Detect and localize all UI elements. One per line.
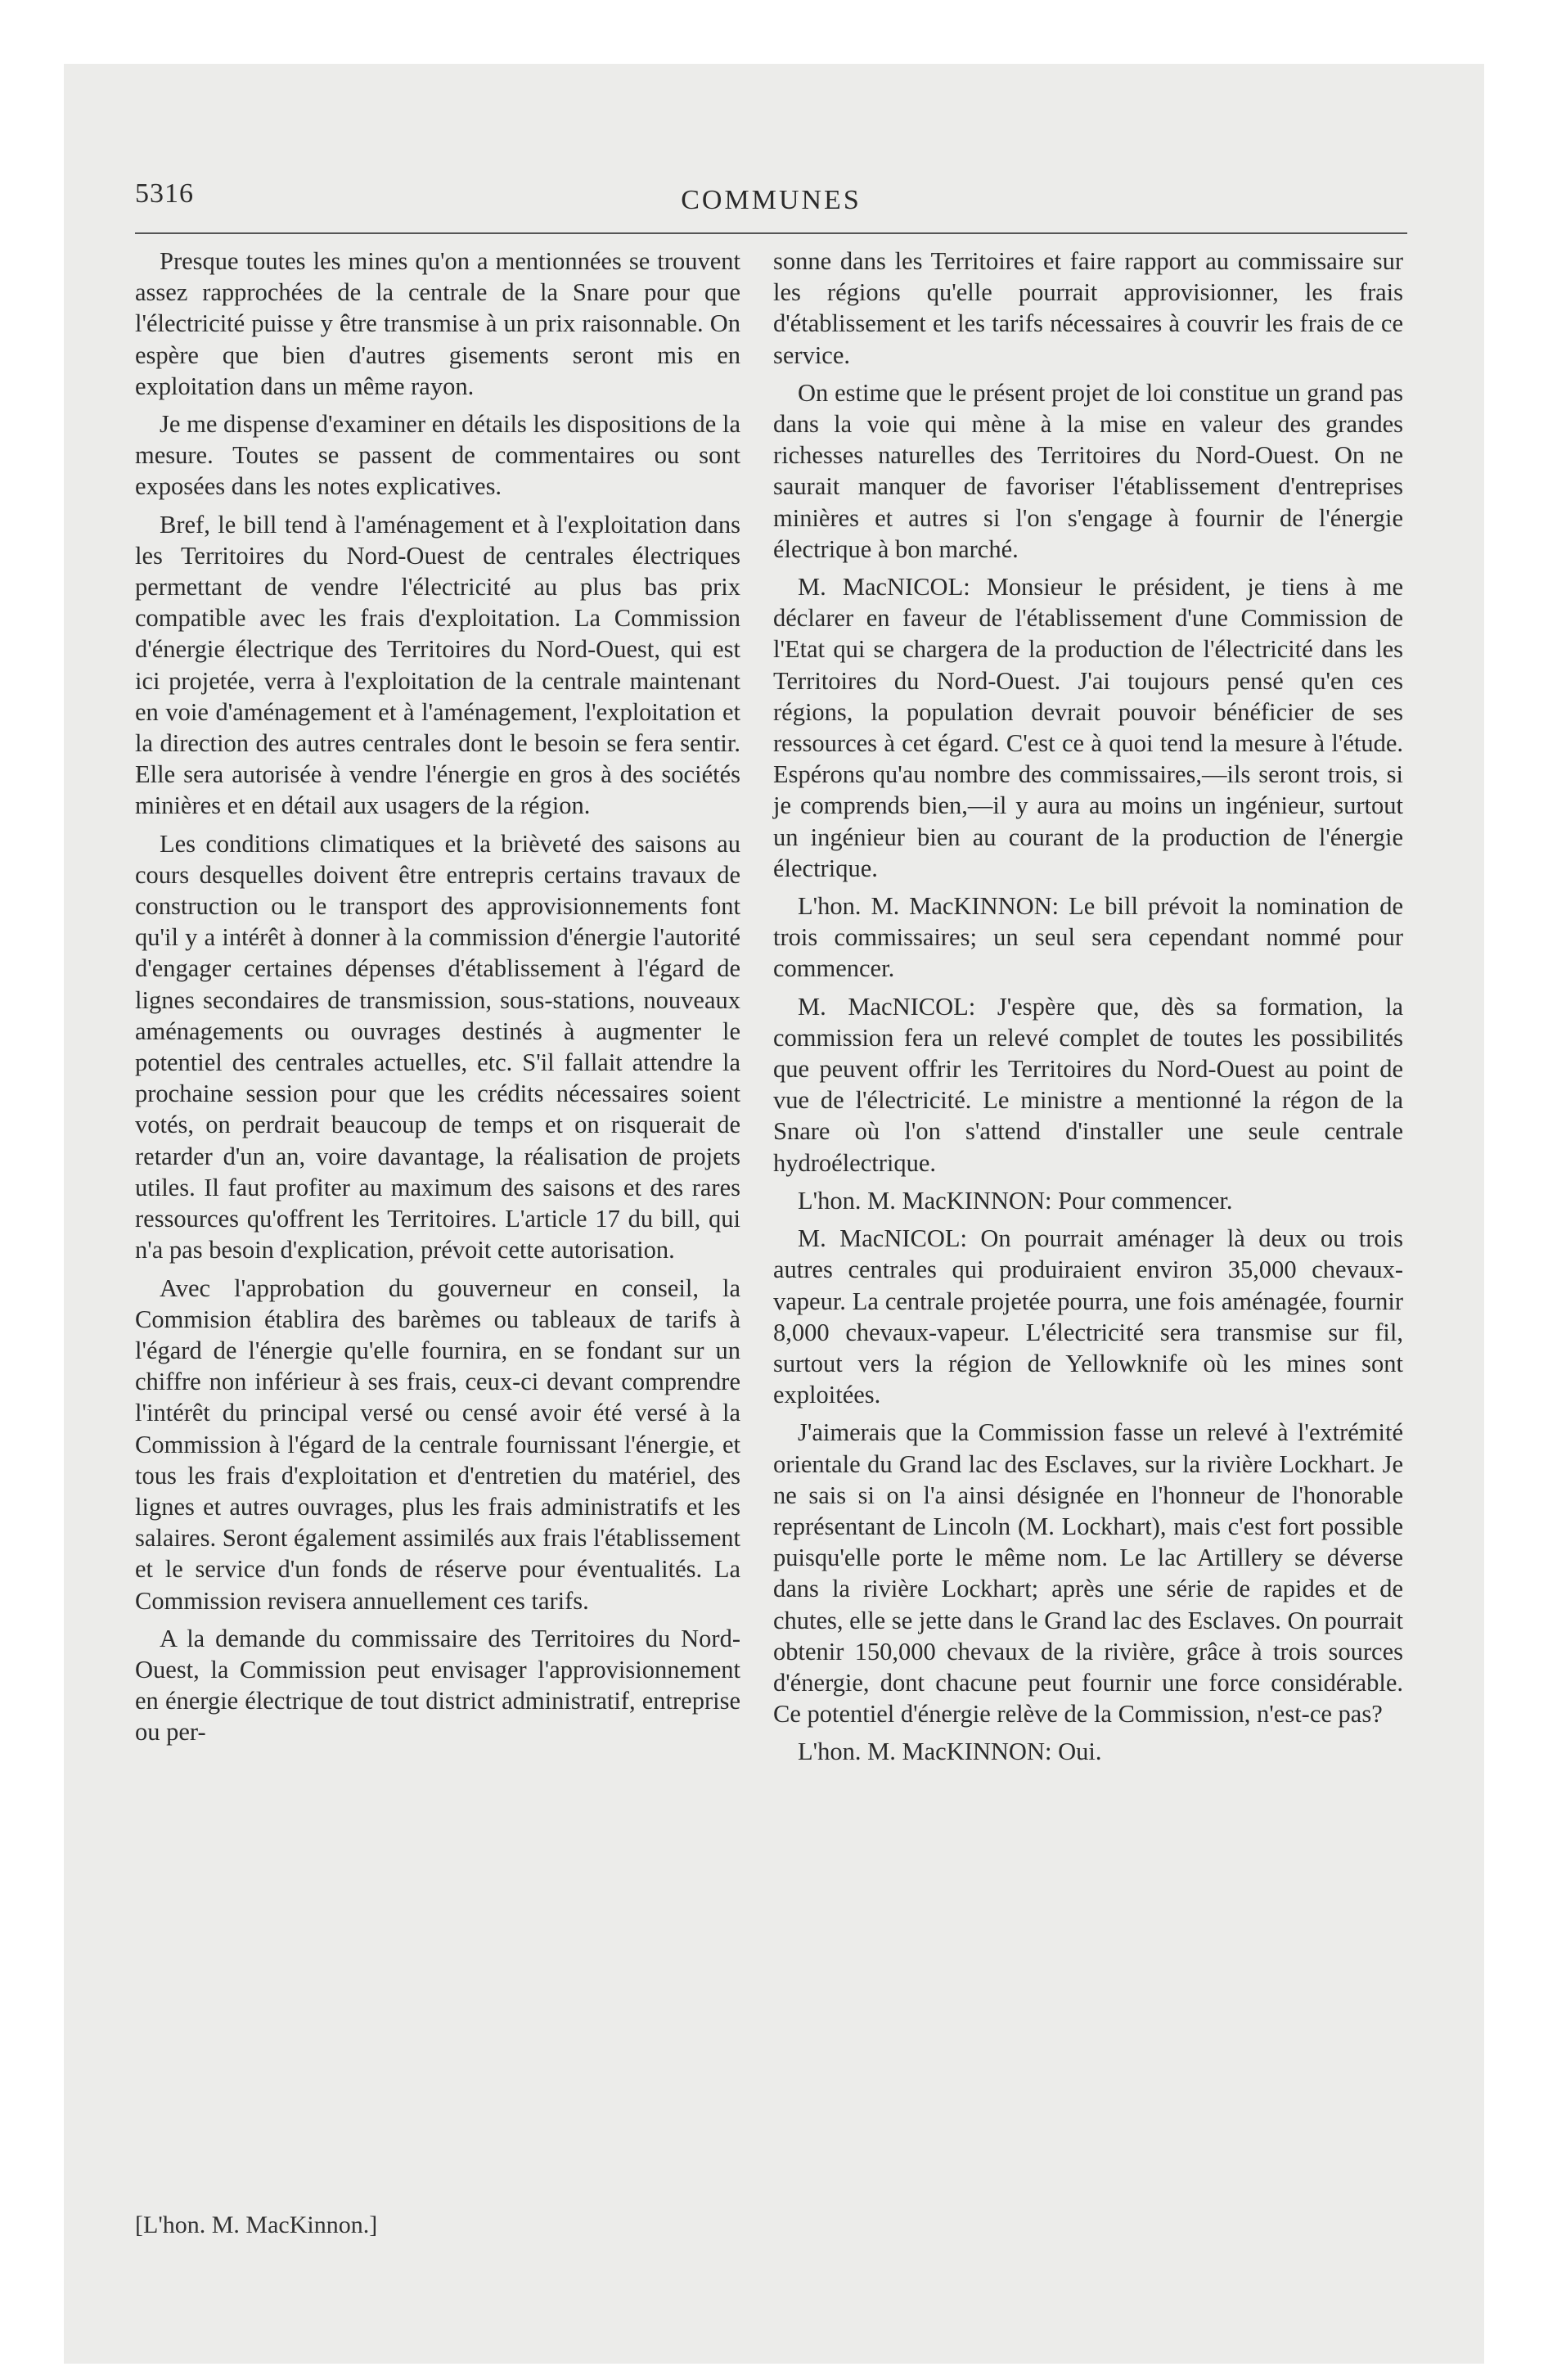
paragraph: A la demande du commissaire des Territoires du Nord-Ouest, la Commission peut envisager l'approvisionnement en énergie électrique de tout district administratif, entreprise ou per- <box>135 1624 740 1747</box>
paragraph: Je me dispense d'examiner en détails les dispositions de la mesure. Toutes se passent de commentaires ou sont exposées dans les notes explicatives. <box>135 410 740 501</box>
speech-paragraph: M. MacNICOL: Monsieur le président, je tiens à me déclarer en faveur de l'établissement d'une Commission de l'Etat qui se chargera de la production de l'électricité dans les Territoires du Nord-Ouest. J'ai toujours pensé qu'en ces régions, la population devrait pouvoir bénéficier de ses ressources à cet égard. C'est ce à quoi tend la mesure à l'étude. Espérons qu'au nombre des commissaires,—ils seront trois, si je comprends bien,—il y aura au moins un ingénieur, surtout un ingénieur bien au courant de la production de l'énergie électrique. <box>773 573 1403 882</box>
speaker-attribution: [L'hon. M. MacKinnon.] <box>135 2211 378 2238</box>
page-number: 5316 <box>135 178 194 209</box>
speech-paragraph: M. MacNICOL: On pourrait aménager là deux ou trois autres centrales qui produiraient environ 35,000 chevaux-vapeur. La centrale projetée pourra, une fois aménagée, fournir 8,000 chevaux-vapeur. L'électricité sera transmise sur fil, surtout vers la région de Yellowknife où les mines sont exploitées. <box>773 1224 1403 1409</box>
paragraph: Les conditions climatiques et la brièveté des saisons au cours desquelles doivent être entrepris certains travaux de construction ou le transport des approvisionnements font qu'il y a intérêt à donner à la commission d'énergie l'autorité d'engager certaines dépenses d'établissement à l'égard de lignes secondaires de transmission, sous-stations, nouveaux aménagements ou ouvrages destinés à augmenter le potentiel des centrales actuelles, etc. S'il fallait attendre la prochaine session pour que les crédits nécessaires soient votés, on perdrait beaucoup de temps et on risquerait de retarder d'un an, voire davantage, la réalisation de projets utiles. Il faut profiter au maximum des saisons et des rares ressources qu'offrent les Territoires. L'article 17 du bill, qui n'a pas besoin d'explication, prévoit cette autorisation. <box>135 829 740 1264</box>
running-head: COMMUNES <box>681 185 862 215</box>
speech-paragraph: M. MacNICOL: J'espère que, dès sa formation, la commission fera un relevé complet de toutes les possibilités que peuvent offrir les Territoires du Nord-Ouest au point de vue de l'électricité. Le ministre a mentionné la régon de la Snare où l'on s'attend d'installer une seule centrale hydroélectrique. <box>773 992 1403 1177</box>
page-header <box>135 178 1407 228</box>
speech-paragraph: L'hon. M. MacKINNON: Pour commencer. <box>798 1186 1233 1215</box>
paragraph: Avec l'approbation du gouverneur en conseil, la Commision établira des barèmes ou tableaux de tarifs à l'égard de l'énergie qu'elle fournira, en se fondant sur un chiffre non inférieur à ses frais, ceux-ci devant comprendre l'intérêt du principal versé ou censé avoir été versé à la Commission à l'égard de la centrale fournissant l'énergie, et tous les frais d'exploitation et d'entretien du matériel, des lignes et autres ouvrages, plus les frais administratifs et les salaires. Seront également assimilés aux frais l'établissement et le service d'un fonds de réserve pour éventualités. La Commission revisera annuellement ces tarifs. <box>135 1273 740 1615</box>
paragraph: Bref, le bill tend à l'aménagement et à l'exploitation dans les Territoires du Nord-Ouest de centrales électriques permettant de vendre l'électricité au plus bas prix compatible avec les frais d'exploitation. La Commission d'énergie électrique des Territoires du Nord-Ouest, qui est ici projetée, verra à l'exploitation de la centrale maintenant en voie d'aménagement et à l'aménagement, l'exploitation et la direction des autres centrales dont le besoin se fera sentir. Elle sera autorisée à vendre l'énergie en gros à des sociétés minières et en détail aux usagers de la région. <box>135 510 740 820</box>
header-rule <box>135 232 1407 234</box>
paragraph: J'aimerais que la Commission fasse un relevé à l'extrémité orientale du Grand lac des Esclaves, sur la rivière Lockhart. Je ne sais si on l'a ainsi désignée en l'honneur de l'honorable représentant de Lincoln (M. Lockhart), mais c'est fort possible puisqu'elle porte le même nom. Le lac Artillery se déverse dans la rivière Lockhart; après une série de rapides et de chutes, elle se jette dans le Grand lac des Esclaves. On pourrait obtenir 150,000 chevaux de la rivière, grâce à trois sources d'énergie, dont chacune peut fournir une force considérable. Ce potentiel d'énergie relève de la Commission, n'est-ce pas? <box>773 1418 1403 1729</box>
speech-paragraph: L'hon. M. MacKINNON: Le bill prévoit la nomination de trois commissaires; un seul sera cependant nommé pour commencer. <box>773 892 1403 983</box>
right-column <box>773 246 1403 1774</box>
paragraph: sonne dans les Territoires et faire rapport au commissaire sur les régions qu'elle pourrait approvisionner, les frais d'établissement et les tarifs nécessaires à couvrir les frais de ce service. <box>773 247 1403 369</box>
left-column <box>135 246 740 1755</box>
paragraph: On estime que le présent projet de loi constitue un grand pas dans la voie qui mène à la mise en valeur des grandes richesses naturelles des Territoires du Nord-Ouest. On ne saurait manquer de favoriser l'établissement d'entreprises minières et autres si l'on s'engage à fournir de l'énergie électrique à bon marché. <box>773 378 1403 563</box>
paragraph: Presque toutes les mines qu'on a mentionnées se trouvent assez rapprochées de la centrale de la Snare pour que l'électricité puisse y être transmise à un prix raisonnable. On espère que bien d'autres gisements seront mis en exploitation dans un même rayon. <box>135 247 740 400</box>
speech-paragraph: L'hon. M. MacKINNON: Oui. <box>798 1738 1102 1766</box>
